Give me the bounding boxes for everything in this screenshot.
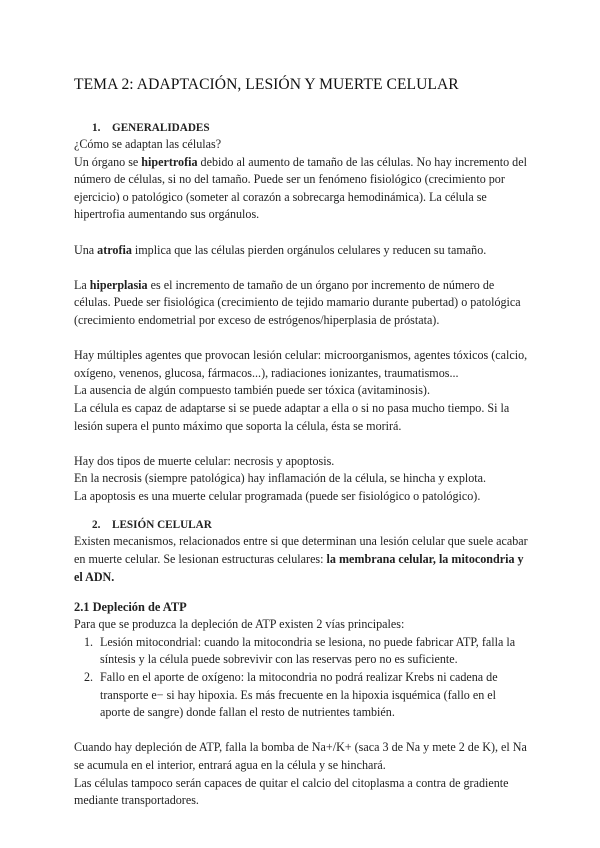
section-2-heading bbox=[74, 517, 528, 533]
lesion-structures: la membrana celular, la mitocondria y el ADN. bbox=[74, 552, 524, 584]
text-span: Un órgano se bbox=[74, 154, 142, 169]
term-atrofia: atrofia bbox=[97, 242, 132, 257]
paragraph-agentes-1: Hay múltiples agentes que provocan lesión celular: microorganismos, agentes tóxicos (calcio, oxígeno, venenos, glucosa, fármacos...), radiaciones ionizantes, traumatismos... bbox=[74, 348, 528, 380]
section-1-number: 1. bbox=[92, 122, 101, 134]
text-span: Una bbox=[74, 242, 98, 257]
text-span: implica que las células pierden orgánulos celulares y reducen su tamaño. bbox=[131, 242, 487, 257]
list-number: 2. bbox=[84, 670, 94, 685]
list-item-text: Fallo en el aporte de oxígeno: la mitocondria no podrá realizar Krebs ni cadena de transporte e− si hay hipoxia. Es más frecuente en la hipoxia isquémica (fallo en el aporte de sangre) donde fallan el resto de nutrientes también. bbox=[100, 670, 498, 720]
text-span: La bbox=[74, 277, 90, 292]
page-title: TEMA 2: ADAPTACIÓN, LESIÓN Y MUERTE CELULAR bbox=[74, 76, 459, 93]
paragraph-muerte-3: La apoptosis es una muerte celular programada (puede ser fisiológico o patológico). bbox=[74, 488, 481, 503]
section-2-title: LESIÓN CELULAR bbox=[112, 519, 212, 532]
section-2-number: 2. bbox=[92, 519, 101, 532]
text-span: es el incremento de tamaño de un órgano por incremento de número de células. Puede ser fisiológica (crecimiento de tejido mamario durante pubertad) o patológica (crecimiento endometrial por exceso de estrógenos/hiperplasia de próstata). bbox=[74, 277, 521, 327]
term-hiperplasia: hiperplasia bbox=[89, 277, 148, 292]
paragraph-muerte-2: En la necrosis (siempre patológica) hay inflamación de la célula, se hincha y explota. bbox=[74, 471, 487, 486]
paragraph-agentes-2: La ausencia de algún compuesto también puede ser tóxica (avitaminosis). bbox=[74, 383, 430, 398]
atp-pathways-list bbox=[74, 634, 528, 722]
paragraph-atp-closing-2: Las células tampoco serán capaces de quitar el calcio del citoplasma a contra de gradiente mediante transportadores. bbox=[74, 775, 509, 808]
paragraph-atp-closing-1: Cuando hay depleción de ATP, falla la bomba de Na+/K+ (saca 3 de Na y mete 2 de K), el Na se acumula en el interior, entrará agua en la célula y se hinchará. bbox=[74, 740, 527, 772]
section-1-title: GENERALIDADES bbox=[112, 122, 210, 134]
paragraph-atrofia bbox=[74, 242, 528, 260]
text-span: Existen mecanismos, relacionados entre si que determinan una lesión celular que suele acabar en muerte celular. Se lesionan estructuras celulares: bbox=[74, 534, 528, 567]
paragraph-muerte-1: Hay dos tipos de muerte celular: necrosis y apoptosis. bbox=[74, 453, 335, 468]
paragraph-atp-lead: Para que se produzca la depleción de ATP existen 2 vías principales: bbox=[74, 617, 405, 632]
text-span: debido al aumento de tamaño de las células. No hay incremento del número de células, si no del tamaño. Puede ser un fenómeno fisiológico (crecimiento por ejercicio) o patológico (someter al corazón a sobrecarga hemodinámica). La célula se hipertrofia aumentando sus orgánulos. bbox=[74, 154, 527, 222]
document-body bbox=[74, 76, 528, 810]
section-1-heading bbox=[74, 120, 528, 136]
subsection-2-1-heading: 2.1 Depleción de ATP bbox=[74, 600, 187, 615]
paragraph-agentes-3: La célula es capaz de adaptarse si se puede adaptar a ella o si no pasa mucho tiempo. Si la lesión supera el punto máximo que soporta la célula, ésta se morirá. bbox=[74, 400, 510, 433]
paragraph-hiperplasia bbox=[74, 277, 528, 330]
term-hipertrofia: hipertrofia bbox=[141, 154, 198, 169]
list-number: 1. bbox=[84, 634, 94, 649]
paragraph-hipertrofia bbox=[74, 154, 528, 224]
adaptation-question: ¿Cómo se adaptan las células? bbox=[74, 137, 222, 151]
list-item bbox=[74, 634, 528, 669]
list-item bbox=[74, 669, 528, 722]
paragraph-lesion-intro bbox=[74, 533, 528, 586]
list-item-text: Lesión mitocondrial: cuando la mitocondria se lesiona, no puede fabricar ATP, falla la síntesis y la célula puede sobrevivir con las reservas pero no es suficiente. bbox=[100, 634, 516, 667]
